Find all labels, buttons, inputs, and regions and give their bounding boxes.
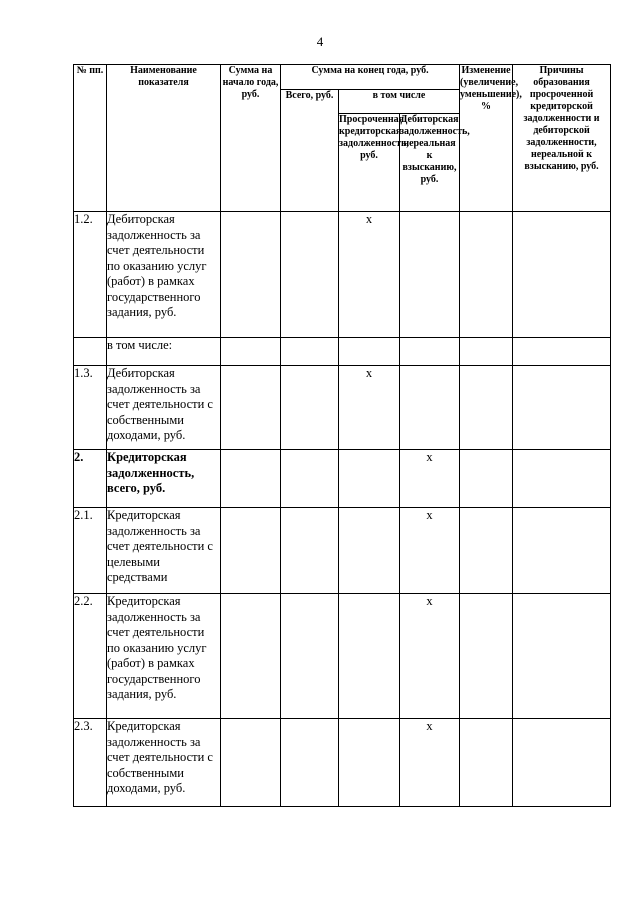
row-name: Кредиторская задолженность за счет деятельности с целевыми средствами [107,508,221,594]
row-number: 2.1. [74,508,107,594]
table-row [74,450,611,508]
table-row [74,719,611,807]
row-number: 2.2. [74,594,107,719]
table-row [74,338,611,366]
row-number: 2. [74,450,107,508]
receivables-payables-table [73,64,611,807]
table-row [74,508,611,594]
header-including: в том числе [339,90,460,114]
row-name: Кредиторская задолженность за счет деятельности с собственными доходами, руб. [107,719,221,807]
overdue-cell [339,338,400,366]
overdue-cell [339,508,400,594]
bad-debt-cell: x [400,594,460,719]
table-row [74,366,611,450]
bad-debt-cell: x [400,719,460,807]
overdue-cell [339,594,400,719]
row-name: в том числе: [107,338,221,366]
row-number: 1.3. [74,366,107,450]
header-number: № пп. [74,65,107,212]
bad-debt-cell [400,366,460,450]
table-row [74,594,611,719]
page-number: 4 [316,34,324,49]
bad-debt-cell [400,212,460,338]
row-number: 2.3. [74,719,107,807]
row-name: Дебиторская задолженность за счет деятельности с собственными доходами, руб. [107,366,221,450]
header-name: Наименование показателя [107,65,221,212]
bad-debt-cell: x [400,508,460,594]
row-number: 1.2. [74,212,107,338]
table-row [74,212,611,338]
row-name: Кредиторская задолженность за счет деятельности по оказанию услуг (работ) в рамках государственного задания, руб. [107,594,221,719]
header-reasons: Причины образования просроченной кредиторской задолженности и дебиторской задолженности, нереальной к взысканию, руб. [513,65,611,212]
row-number [74,338,107,366]
header-change: Изменение (увеличение, уменьшение), % [460,65,513,212]
header-overdue-payables: Просроченная кредиторская задолженность, руб. [339,114,400,212]
row-name: Дебиторская задолженность за счет деятельности по оказанию услуг (работ) в рамках государственного задания, руб. [107,212,221,338]
overdue-cell: x [339,212,400,338]
header-end-of-year: Сумма на конец года, руб. [281,65,460,90]
header-total: Всего, руб. [281,90,339,212]
overdue-cell [339,450,400,508]
overdue-cell [339,719,400,807]
bad-debt-cell: x [400,450,460,508]
header-bad-receivables: Дебиторская задолженность, нереальная к взысканию, руб. [400,114,460,212]
bad-debt-cell [400,338,460,366]
header-start-of-year: Сумма на начало года, руб. [221,65,281,212]
overdue-cell: x [339,366,400,450]
row-name: Кредиторская задолженность, всего, руб. [107,450,221,508]
